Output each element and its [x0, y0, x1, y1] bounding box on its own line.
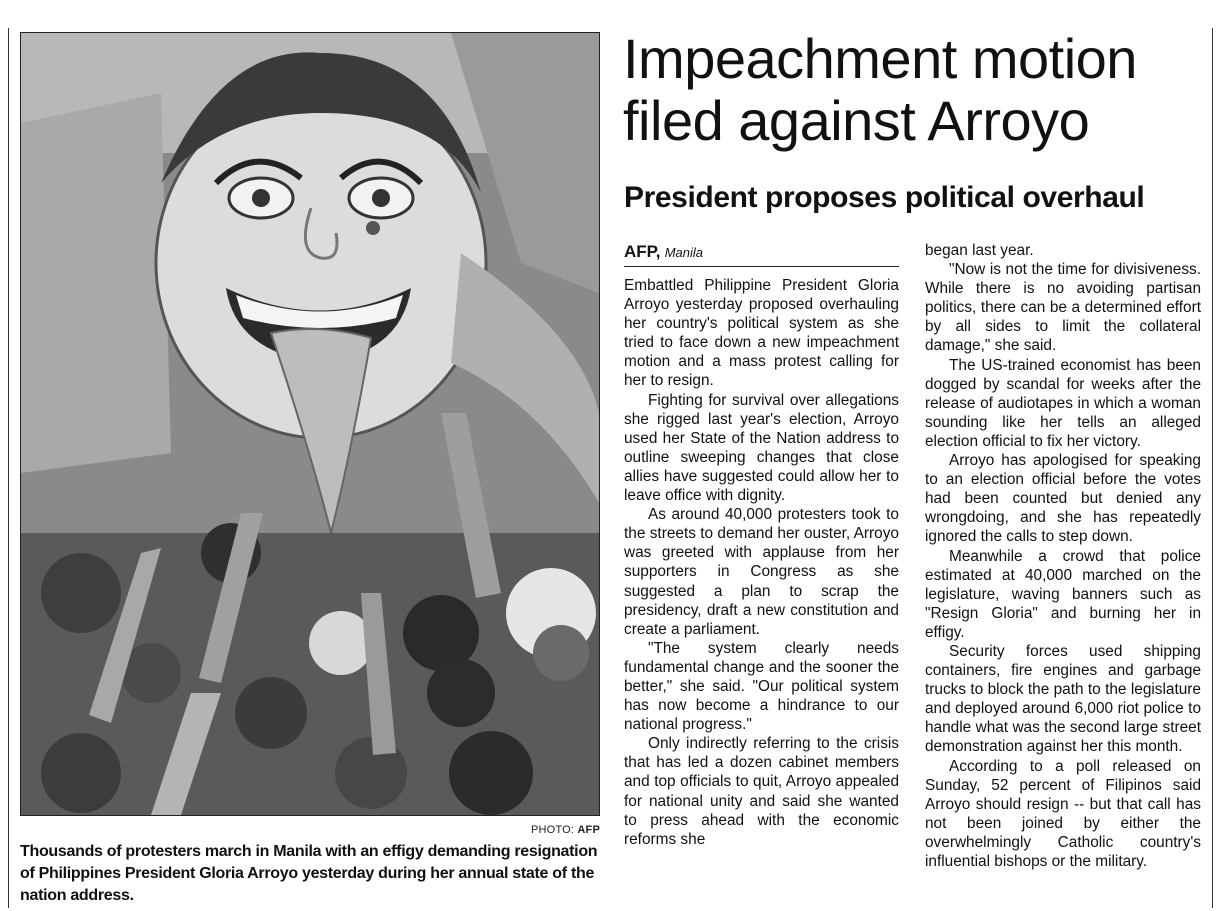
- body-paragraph: As around 40,000 protesters took to the streets to demand her ouster, Arroyo was greeted with applause from her supporters in Congress as she suggested a plan to scrap the presidency, draft a new constitution and create a parliament.: [624, 506, 899, 638]
- body-column-1: [624, 276, 899, 849]
- right-column-rule: [1212, 28, 1213, 908]
- body-paragraph: "The system clearly needs fundamental change and the sooner the better," she said. "Our political system has now become a hindrance to our national progress.": [624, 639, 899, 734]
- headline: Impeachment motion filed against Arroyo: [623, 27, 1137, 152]
- body-paragraph: The US-trained economist has been dogged by scandal for weeks after the release of audiotapes in which a woman sounding like her tells an alleged election official to fix her victory.: [925, 356, 1201, 450]
- body-paragraph: Arroyo has apologised for speaking to an election official before the votes had been counted but denied any wrongdoing, and she has repeatedly ignored the calls to step down.: [925, 452, 1201, 546]
- left-column-rule: [8, 28, 9, 908]
- byline: [624, 242, 899, 267]
- body-paragraph: began last year.: [925, 242, 1034, 259]
- body-paragraph: "Now is not the time for divisiveness. While there is no avoiding partisan politics, there can be a determined effort by all sides to limit the collateral damage," she said.: [925, 261, 1201, 355]
- body-paragraph: Meanwhile a crowd that police estimated at 40,000 marched on the legislature, waving banners such as "Resign Gloria" and burning her in effigy.: [925, 547, 1201, 641]
- body-paragraph: Embattled Philippine President Gloria Arroyo yesterday proposed overhauling her country's political system as she tried to face down a new impeachment motion and a mass protest calling for her to resign.: [624, 277, 899, 390]
- protest-photo: [20, 32, 600, 816]
- subhead: President proposes political overhaul: [624, 181, 1145, 214]
- photo-credit-source: AFP: [577, 824, 600, 836]
- photo-credit-label: PHOTO:: [530, 824, 575, 836]
- photo-caption: Thousands of protesters march in Manila with an effigy demanding resignation of Philippines President Gloria Arroyo yesterday during her annual state of the nation address.: [20, 843, 598, 904]
- body-paragraph: Only indirectly referring to the crisis that has led a dozen cabinet members and top officials to quit, Arroyo appealed for national unity and said she wanted to press ahead with the economic reforms she: [624, 735, 899, 848]
- byline-source: AFP,: [624, 242, 661, 261]
- body-paragraph: Fighting for survival over allegations she rigged last year's election, Arroyo used her State of the Nation address to outline sweeping changes that close allies have suggested could allow her to leave office with dignity.: [624, 391, 899, 505]
- photo-credit: [531, 824, 600, 836]
- byline-place: Manila: [664, 245, 704, 260]
- body-paragraph: According to a poll released on Sunday, 52 percent of Filipinos said Arroyo should resign -- but that call has not been joined by either the overwhelmingly Catholic country's influential bishops or the military.: [925, 757, 1201, 870]
- body-column-2: [925, 241, 1201, 871]
- body-paragraph: Security forces used shipping containers, fire engines and garbage trucks to block the path to the legislature and deployed around 6,000 riot police to handle what was the second large street demonstration against her this month.: [925, 642, 1201, 756]
- effigy-illustration: [21, 33, 599, 815]
